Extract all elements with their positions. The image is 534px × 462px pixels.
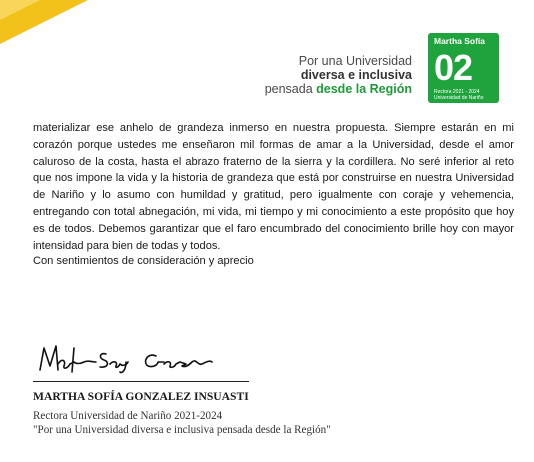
letter-closing: Con sentimientos de consideración y aprecio	[33, 255, 254, 267]
tagline-line-3	[265, 82, 412, 96]
badge-university: Universidad de Nariño	[434, 95, 484, 101]
tagline-line-1: Por una Universidad	[298, 54, 412, 68]
campaign-tagline	[265, 54, 412, 96]
badge-term-line: Rectora 2021 - 2024	[434, 89, 480, 95]
signer-role: Rectora Universidad de Nariño 2021-2024	[33, 410, 223, 422]
tagline-line-3a: pensada	[264, 82, 313, 96]
campaign-badge	[428, 33, 499, 103]
signer-slogan: "Por una Universidad diversa e inclusiva pensada desde la Región"	[33, 424, 331, 436]
yellow-corner-stripes	[0, 0, 90, 46]
handwritten-signature	[36, 340, 226, 380]
signature-line	[33, 381, 249, 382]
signer-name: MARTHA SOFÍA GONZALEZ INSUASTI	[33, 390, 249, 403]
badge-number: 02	[434, 47, 473, 88]
tagline-line-3b: desde la Región	[316, 82, 412, 96]
badge-term	[434, 89, 483, 101]
tagline-line-2: diversa e inclusiva	[300, 68, 412, 82]
badge-name: Martha Sofía	[434, 36, 486, 46]
letter-body: materializar ese anhelo de grandeza inmerso en nuestra propuesta. Siempre estarán en mi corazón porque ustedes me enseñaron mil formas de amar a la Universidad, desde el amor caluroso de la costa, hasta el abrazo fraterno de la sierra y la cordillera. No seré inferior al reto que nos impone la vida y la historia de grandeza que está por construirse en nuestra Universidad de Nariño y lo asumo con humildad y gratitud, pero igualmente con coraje y vehemencia, entregando con total abnegación, mi vida, mi tiempo y mi conocimiento a este propósito que hoy es de todos. Debemos garantizar que el faro encumbrado del conocimiento brille hoy con mayor intensidad para bien de todas y todos.	[33, 122, 514, 252]
